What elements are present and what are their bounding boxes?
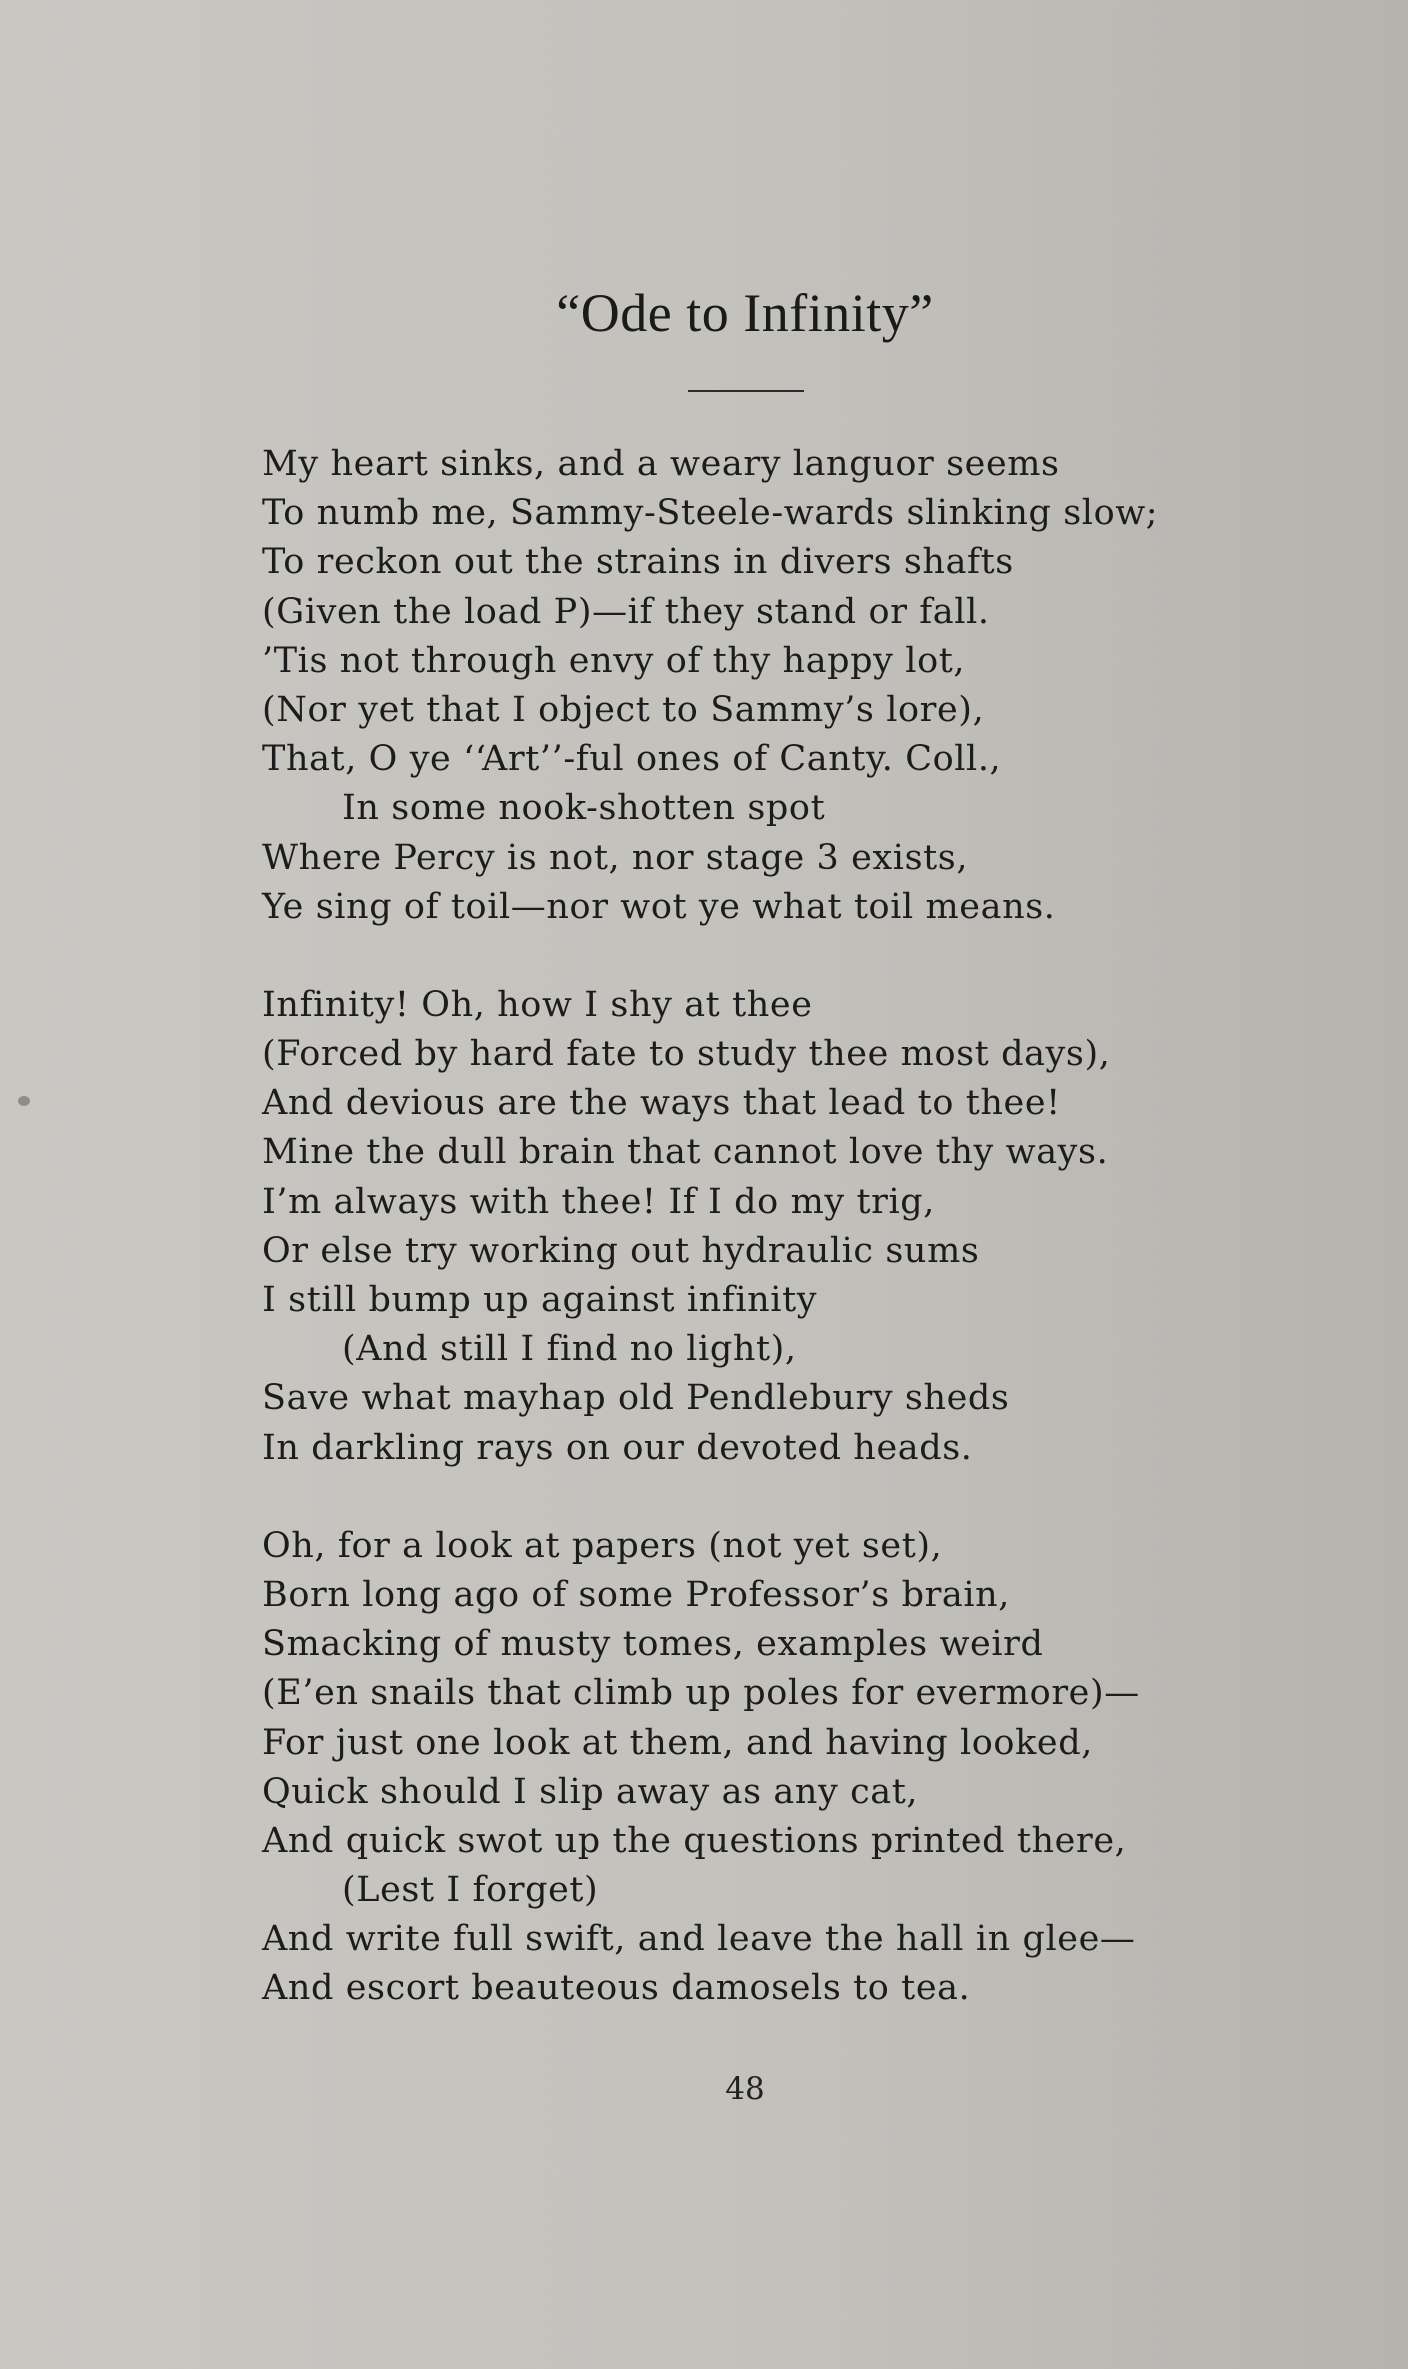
poem-title: “Ode to Infinity”	[556, 283, 934, 343]
poem-line: Born long ago of some Professor’s brain,	[262, 1574, 1011, 1615]
poem-line: (Lest I forget)	[342, 1870, 599, 1911]
poem-line: Infinity! Oh, how I shy at thee	[262, 984, 813, 1025]
stanza-3	[262, 1522, 1262, 2014]
title-divider	[688, 390, 804, 392]
poem-line: ’Tis not through envy of thy happy lot,	[262, 640, 966, 681]
poem-line: (Given the load P)—if they stand or fall.	[262, 591, 990, 632]
stanza-1	[262, 440, 1262, 932]
poem-line: Save what mayhap old Pendlebury sheds	[262, 1378, 1010, 1419]
stanza-2	[262, 981, 1262, 1473]
poem-line: Smacking of musty tomes, examples weird	[262, 1624, 1044, 1665]
poem-line: And escort beauteous damosels to tea.	[262, 1968, 971, 2009]
poem-line: Oh, for a look at papers (not yet set),	[262, 1525, 943, 1566]
poem-line: My heart sinks, and a weary languor seems	[262, 444, 1060, 484]
poem-line: Mine the dull brain that cannot love thy ways.	[262, 1132, 1109, 1173]
poem-line: I still bump up against infinity	[262, 1280, 818, 1320]
paper-speck	[18, 1096, 30, 1106]
poem-line: For just one look at them, and having looked,	[262, 1722, 1093, 1763]
poem-line: (And still I find no light),	[342, 1329, 797, 1370]
poem-line: And devious are the ways that lead to thee!	[262, 1083, 1061, 1124]
poem-line: To numb me, Sammy-Steele-wards slinking slow;	[262, 493, 1159, 534]
poem-line: (Nor yet that I object to Sammy’s lore),	[262, 689, 985, 730]
poem-line: (E’en snails that climb up poles for evermore)—	[262, 1673, 1140, 1714]
page-number: 48	[725, 2071, 765, 2107]
poem-line: And write full swift, and leave the hall in glee—	[262, 1919, 1136, 1960]
poem-line: That, O ye ‘‘Art’’-ful ones of Canty. Coll.,	[262, 739, 1002, 780]
poem-line: I’m always with thee! If I do my trig,	[262, 1181, 935, 1222]
poem-line: (Forced by hard fate to study thee most days),	[262, 1034, 1111, 1075]
poem-line: Or else try working out hydraulic sums	[262, 1230, 980, 1271]
poem-line: Quick should I slip away as any cat,	[262, 1771, 919, 1812]
poem-line: In some nook-shotten spot	[342, 788, 826, 829]
poem-line: To reckon out the strains in divers shafts	[262, 542, 1014, 583]
poem-line: And quick swot up the questions printed there,	[262, 1820, 1127, 1861]
poem-line: In darkling rays on our devoted heads.	[262, 1427, 973, 1468]
poem-line: Where Percy is not, nor stage 3 exists,	[262, 837, 969, 878]
poem-line: Ye sing of toil—nor wot ye what toil means.	[262, 886, 1056, 927]
poem-body	[262, 440, 1262, 2063]
